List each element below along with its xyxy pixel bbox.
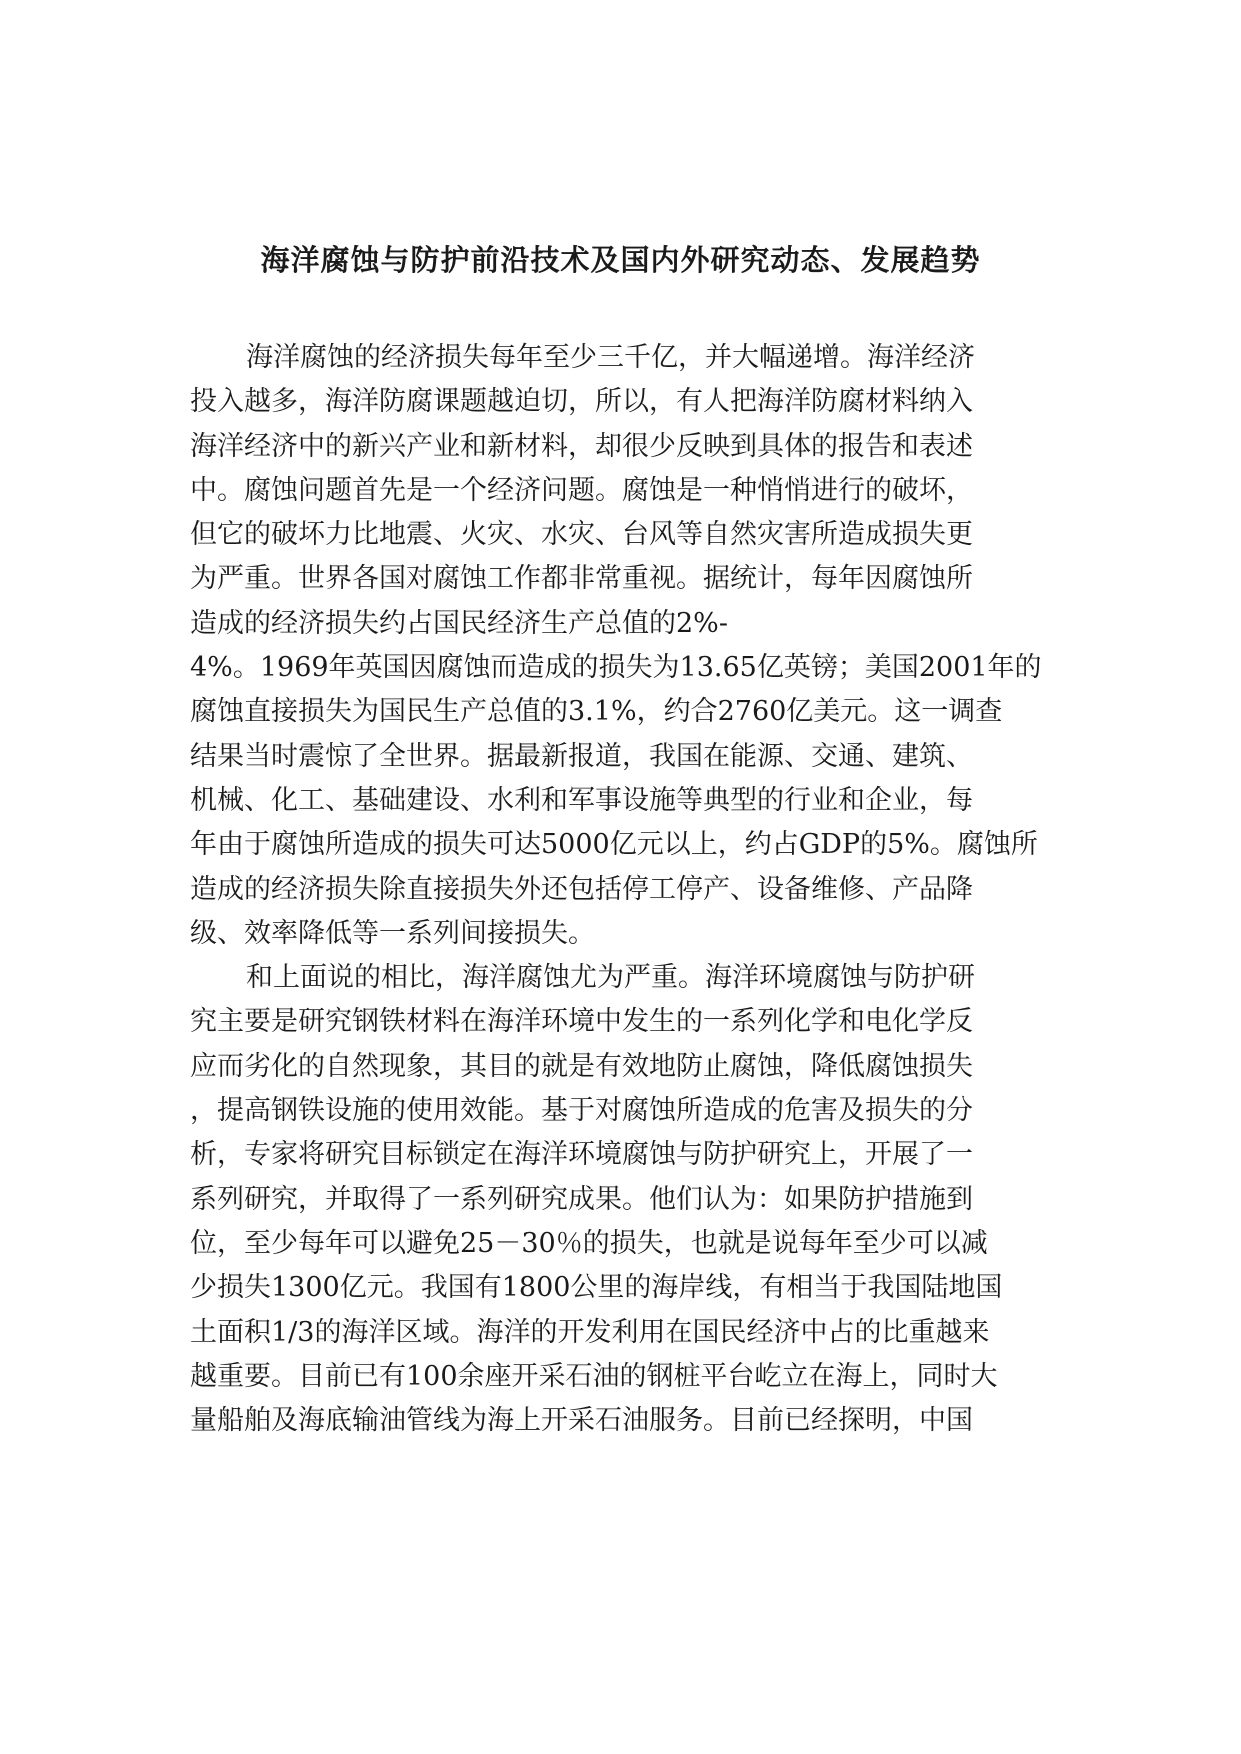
document-body [190, 336, 1050, 1443]
paragraph-line: 投入越多，海洋防腐课题越迫切，所以，有人把海洋防腐材料纳入 [190, 386, 973, 418]
paragraph-line: 腐蚀直接损失为国民生产总值的3.1%，约合2760亿美元。这一调查 [190, 696, 1003, 728]
document-title: 海洋腐蚀与防护前沿技术及国内外研究动态、发展趋势 [260, 243, 981, 277]
paragraph-line: 少损失1300亿元。我国有1800公里的海岸线，有相当于我国陆地国 [190, 1272, 1003, 1304]
paragraph-line: 究主要是研究钢铁材料在海洋环境中发生的一系列化学和电化学反 [190, 1006, 973, 1038]
paragraph-line: 和上面说的相比，海洋腐蚀尤为严重。海洋环境腐蚀与防护研 [246, 962, 975, 994]
paragraph-line: 析，专家将研究目标锁定在海洋环境腐蚀与防护研究上，开展了一 [190, 1139, 973, 1171]
paragraph-line: 中。腐蚀问题首先是一个经济问题。腐蚀是一种悄悄进行的破坏， [190, 474, 973, 506]
paragraph-line: 造成的经济损失除直接损失外还包括停工停产、设备维修、产品降 [190, 873, 973, 905]
paragraph-line: 越重要。目前已有100余座开采石油的钢桩平台屹立在海上，同时大 [190, 1360, 998, 1392]
paragraph-line: 土面积1/3的海洋区域。海洋的开发利用在国民经济中占的比重越来 [190, 1316, 990, 1348]
paragraph-line: 级、效率降低等一系列间接损失。 [190, 917, 595, 949]
paragraph-line: 造成的经济损失约占国民经济生产总值的2%- [190, 607, 728, 639]
paragraph-line: 应而劣化的自然现象，其目的就是有效地防止腐蚀，降低腐蚀损失 [190, 1050, 973, 1082]
paragraph-line: 海洋经济中的新兴产业和新材料，却很少反映到具体的报告和表述 [190, 430, 973, 462]
paragraph-line: 4%。1969年英国因腐蚀而造成的损失为13.65亿英镑；美国2001年的 [190, 652, 1042, 684]
paragraph-line: 海洋腐蚀的经济损失每年至少三千亿，并大幅递增。海洋经济 [246, 342, 975, 373]
paragraph-line: 但它的破坏力比地震、火灾、水灾、台风等自然灾害所造成损失更 [190, 519, 973, 551]
paragraph-line: ，提高钢铁设施的使用效能。基于对腐蚀所造成的危害及损失的分 [190, 1095, 973, 1127]
paragraph-line: 结果当时震惊了全世界。据最新报道，我国在能源、交通、建筑、 [190, 740, 973, 772]
paragraph-line: 量船舶及海底输油管线为海上开采石油服务。目前已经探明，中国 [190, 1405, 973, 1437]
paragraph-line: 位，至少每年可以避免25－30％的损失，也就是说每年至少可以减 [190, 1227, 988, 1259]
paragraph-line: 系列研究，并取得了一系列研究成果。他们认为：如果防护措施到 [190, 1183, 973, 1215]
paragraph-line: 年由于腐蚀所造成的损失可达5000亿元以上，约占GDP的5%。腐蚀所 [190, 829, 1038, 861]
paragraph-line: 机械、化工、基础建设、水利和军事设施等典型的行业和企业，每 [190, 784, 973, 816]
paragraph-line: 为严重。世界各国对腐蚀工作都非常重视。据统计，每年因腐蚀所 [190, 563, 973, 595]
